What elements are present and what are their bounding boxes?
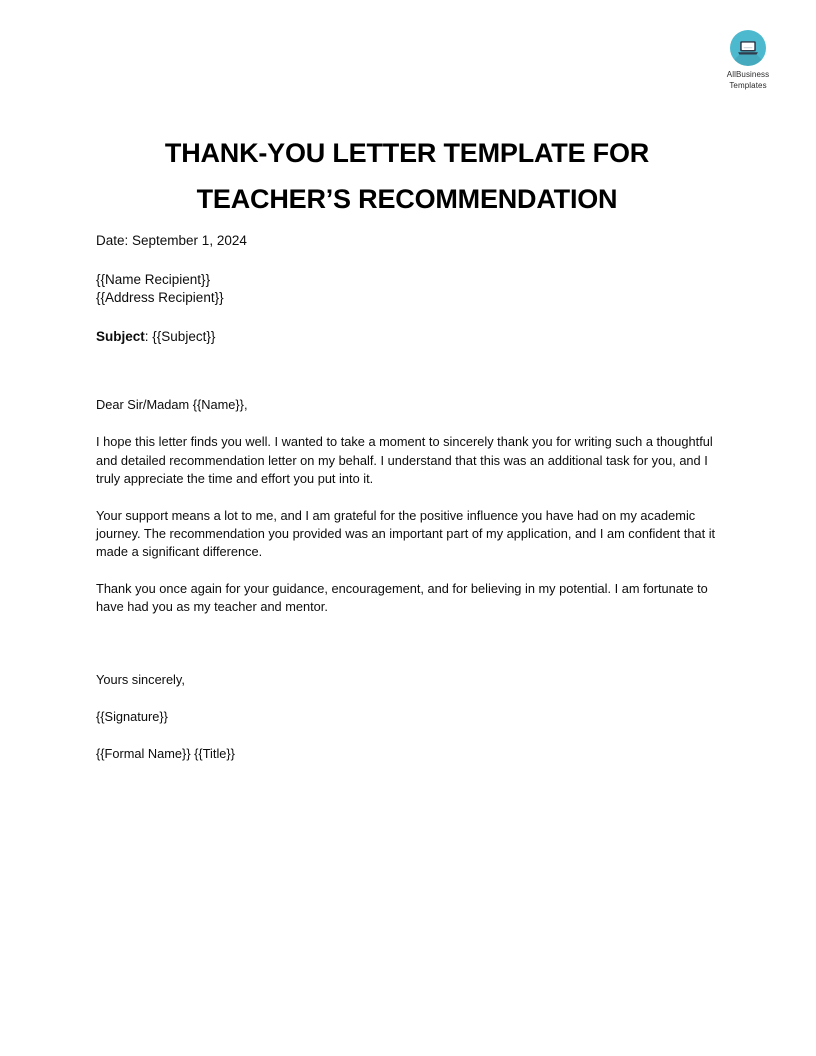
letter-body	[96, 232, 720, 764]
brand-logo-block	[702, 30, 794, 91]
meta-spacer-1	[96, 251, 720, 271]
letter-meta-block	[96, 232, 720, 346]
sign-off: Yours sincerely,	[96, 671, 185, 687]
meta-spacer-2	[96, 308, 720, 328]
subject-label: Subject	[96, 328, 145, 344]
date-line: Date: September 1, 2024	[96, 233, 247, 248]
letter-closing-block	[96, 671, 720, 764]
body-paragraph-1: I hope this letter finds you well. I wanted to take a moment to sincerely thank you for writing such a thoughtful and detailed recommendation letter on my behalf. I understand that this was an additional task for you, and I truly appreciate the time and effort you put into it.	[96, 434, 713, 487]
letter-paragraphs	[96, 396, 720, 617]
salutation: Dear Sir/Madam {{Name}},	[96, 397, 248, 412]
page-title-line-2: TEACHER’S RECOMMENDATION	[196, 184, 618, 215]
sender-name-and-title: {{Formal Name}} {{Title}}	[96, 746, 235, 762]
brand-name-line-1: AllBusiness	[726, 70, 770, 79]
recipient-address: {{Address Recipient}}	[96, 290, 224, 305]
brand-name-line-2: Templates	[729, 80, 767, 90]
recipient-name: {{Name Recipient}}	[96, 271, 211, 287]
body-paragraph-2: Your support means a lot to me, and I am grateful for the positive influence you have had on my academic journey. The recommendation you provided was an important part of my application, and I am confident that it made a significant difference.	[96, 507, 716, 560]
page-title	[96, 130, 718, 222]
signature-placeholder: {{Signature}}	[96, 709, 168, 725]
subject-separator: :	[144, 328, 153, 344]
page-title-line-1: THANK-YOU LETTER TEMPLATE FOR	[164, 138, 650, 169]
subject-value: {{Subject}}	[152, 328, 216, 344]
brand-logo-circle	[730, 30, 766, 66]
laptop-icon	[737, 40, 759, 56]
body-paragraph-3: Thank you once again for your guidance, encouragement, and for believing in my potential. I am fortunate to have had you as my teacher and mentor.	[96, 580, 708, 615]
subject-line	[96, 328, 720, 347]
